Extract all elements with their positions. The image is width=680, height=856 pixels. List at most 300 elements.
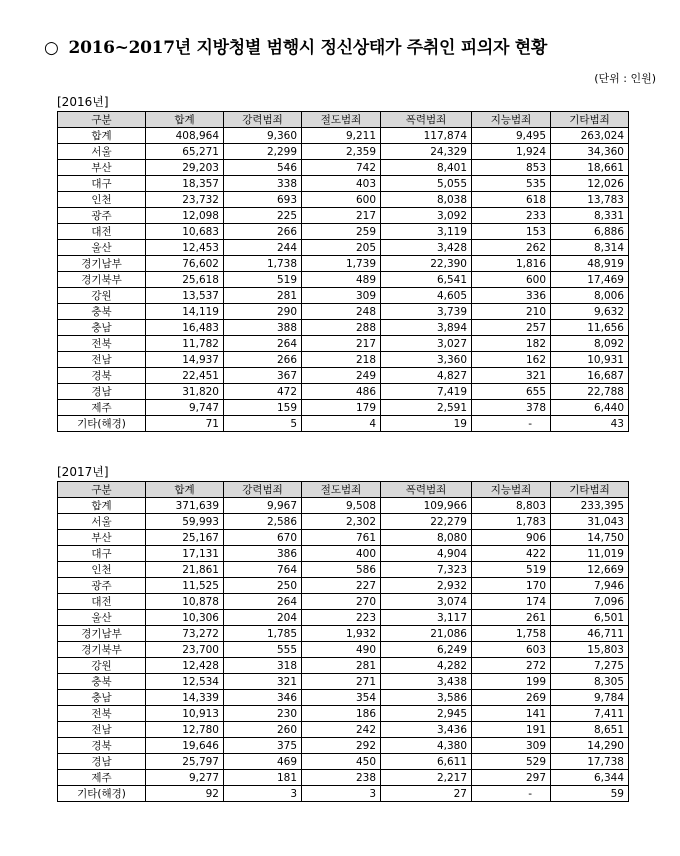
value-cell: 422 bbox=[472, 546, 551, 562]
value-cell: 12,453 bbox=[146, 240, 224, 256]
region-cell: 충북 bbox=[58, 304, 146, 320]
value-cell: 1,758 bbox=[472, 626, 551, 642]
value-cell: 472 bbox=[224, 384, 302, 400]
value-cell: 378 bbox=[472, 400, 551, 416]
table-row bbox=[58, 674, 629, 690]
value-cell: 8,092 bbox=[551, 336, 629, 352]
value-cell: 8,038 bbox=[381, 192, 472, 208]
value-cell: 3,428 bbox=[381, 240, 472, 256]
value-cell: 1,783 bbox=[472, 514, 551, 530]
value-cell: 6,886 bbox=[551, 224, 629, 240]
value-cell: 248 bbox=[302, 304, 381, 320]
column-header: 지능범죄 bbox=[472, 112, 551, 128]
table-row bbox=[58, 562, 629, 578]
value-cell: 281 bbox=[302, 658, 381, 674]
value-cell: 233 bbox=[472, 208, 551, 224]
value-cell: 217 bbox=[302, 208, 381, 224]
region-cell: 인천 bbox=[58, 192, 146, 208]
value-cell: 6,249 bbox=[381, 642, 472, 658]
value-cell: 181 bbox=[224, 770, 302, 786]
value-cell: 7,096 bbox=[551, 594, 629, 610]
value-cell: 266 bbox=[224, 224, 302, 240]
value-cell: 191 bbox=[472, 722, 551, 738]
value-cell: 4,282 bbox=[381, 658, 472, 674]
value-cell: 10,306 bbox=[146, 610, 224, 626]
value-cell: 223 bbox=[302, 610, 381, 626]
value-cell: 153 bbox=[472, 224, 551, 240]
value-cell: 297 bbox=[472, 770, 551, 786]
table-row bbox=[58, 706, 629, 722]
value-cell: 218 bbox=[302, 352, 381, 368]
table-row bbox=[58, 754, 629, 770]
value-cell: 346 bbox=[224, 690, 302, 706]
value-cell: 16,483 bbox=[146, 320, 224, 336]
value-cell: 670 bbox=[224, 530, 302, 546]
value-cell: 2,217 bbox=[381, 770, 472, 786]
column-header: 합계 bbox=[146, 482, 224, 498]
value-cell: 13,783 bbox=[551, 192, 629, 208]
value-cell: 76,602 bbox=[146, 256, 224, 272]
table-row bbox=[58, 336, 629, 352]
value-cell: 8,331 bbox=[551, 208, 629, 224]
value-cell: 233,395 bbox=[551, 498, 629, 514]
region-cell: 기타(해경) bbox=[58, 416, 146, 432]
table-2016 bbox=[57, 111, 629, 432]
value-cell: 535 bbox=[472, 176, 551, 192]
value-cell: 490 bbox=[302, 642, 381, 658]
value-cell: 271 bbox=[302, 674, 381, 690]
table-row bbox=[58, 208, 629, 224]
page-title bbox=[44, 33, 547, 58]
value-cell: 269 bbox=[472, 690, 551, 706]
value-cell: 109,966 bbox=[381, 498, 472, 514]
value-cell: 250 bbox=[224, 578, 302, 594]
value-cell: 400 bbox=[302, 546, 381, 562]
value-cell: 10,913 bbox=[146, 706, 224, 722]
region-cell: 대전 bbox=[58, 224, 146, 240]
value-cell: 555 bbox=[224, 642, 302, 658]
value-cell: 24,329 bbox=[381, 144, 472, 160]
value-cell: 25,167 bbox=[146, 530, 224, 546]
value-cell: 179 bbox=[302, 400, 381, 416]
value-cell: 31,820 bbox=[146, 384, 224, 400]
region-cell: 전북 bbox=[58, 706, 146, 722]
value-cell: 17,738 bbox=[551, 754, 629, 770]
region-cell: 경남 bbox=[58, 384, 146, 400]
value-cell: 48,919 bbox=[551, 256, 629, 272]
region-cell: 서울 bbox=[58, 514, 146, 530]
value-cell: 257 bbox=[472, 320, 551, 336]
value-cell: 7,419 bbox=[381, 384, 472, 400]
section-label-2016: [2016년] bbox=[57, 95, 109, 109]
region-cell: 경북 bbox=[58, 738, 146, 754]
region-cell: 경기북부 bbox=[58, 272, 146, 288]
value-cell: 742 bbox=[302, 160, 381, 176]
value-cell: 12,428 bbox=[146, 658, 224, 674]
region-cell: 합계 bbox=[58, 128, 146, 144]
table-row bbox=[58, 610, 629, 626]
region-cell: 경북 bbox=[58, 368, 146, 384]
value-cell: 2,586 bbox=[224, 514, 302, 530]
value-cell: 18,661 bbox=[551, 160, 629, 176]
table-row bbox=[58, 128, 629, 144]
value-cell: 3,894 bbox=[381, 320, 472, 336]
value-cell: 242 bbox=[302, 722, 381, 738]
value-cell: 5 bbox=[224, 416, 302, 432]
value-cell: 21,086 bbox=[381, 626, 472, 642]
value-cell: 259 bbox=[302, 224, 381, 240]
value-cell: 4,380 bbox=[381, 738, 472, 754]
value-cell: 210 bbox=[472, 304, 551, 320]
value-cell: 906 bbox=[472, 530, 551, 546]
value-cell: 3,119 bbox=[381, 224, 472, 240]
region-cell: 울산 bbox=[58, 610, 146, 626]
value-cell: 25,618 bbox=[146, 272, 224, 288]
value-cell: 8,080 bbox=[381, 530, 472, 546]
value-cell: 338 bbox=[224, 176, 302, 192]
region-cell: 대전 bbox=[58, 594, 146, 610]
table-row bbox=[58, 176, 629, 192]
value-cell: 281 bbox=[224, 288, 302, 304]
table-2017 bbox=[57, 481, 629, 802]
table-header-row bbox=[58, 482, 629, 498]
value-cell: 141 bbox=[472, 706, 551, 722]
value-cell: 600 bbox=[472, 272, 551, 288]
value-cell: 354 bbox=[302, 690, 381, 706]
value-cell: 2,359 bbox=[302, 144, 381, 160]
value-cell: 9,747 bbox=[146, 400, 224, 416]
value-cell: 486 bbox=[302, 384, 381, 400]
value-cell: 403 bbox=[302, 176, 381, 192]
column-header: 폭력범죄 bbox=[381, 482, 472, 498]
value-cell: 853 bbox=[472, 160, 551, 176]
value-cell: 21,861 bbox=[146, 562, 224, 578]
value-cell: 162 bbox=[472, 352, 551, 368]
value-cell: 292 bbox=[302, 738, 381, 754]
value-cell: 764 bbox=[224, 562, 302, 578]
table-row bbox=[58, 786, 629, 802]
value-cell: 9,277 bbox=[146, 770, 224, 786]
region-cell: 부산 bbox=[58, 530, 146, 546]
value-cell: 263,024 bbox=[551, 128, 629, 144]
value-cell: 2,302 bbox=[302, 514, 381, 530]
region-cell: 전북 bbox=[58, 336, 146, 352]
value-cell: 170 bbox=[472, 578, 551, 594]
column-header: 기타범죄 bbox=[551, 482, 629, 498]
value-cell: 546 bbox=[224, 160, 302, 176]
value-cell: 3,117 bbox=[381, 610, 472, 626]
value-cell: 3,074 bbox=[381, 594, 472, 610]
value-cell: 1,932 bbox=[302, 626, 381, 642]
region-cell: 서울 bbox=[58, 144, 146, 160]
region-cell: 강원 bbox=[58, 658, 146, 674]
value-cell: 27 bbox=[381, 786, 472, 802]
value-cell: - bbox=[472, 416, 551, 432]
value-cell: 14,119 bbox=[146, 304, 224, 320]
region-cell: 대구 bbox=[58, 546, 146, 562]
unit-note: (단위 : 인원) bbox=[594, 72, 656, 85]
value-cell: 8,803 bbox=[472, 498, 551, 514]
table-row bbox=[58, 272, 629, 288]
value-cell: 264 bbox=[224, 594, 302, 610]
column-header: 절도범죄 bbox=[302, 482, 381, 498]
value-cell: 309 bbox=[302, 288, 381, 304]
table-row bbox=[58, 256, 629, 272]
value-cell: 18,357 bbox=[146, 176, 224, 192]
value-cell: 7,411 bbox=[551, 706, 629, 722]
value-cell: 9,360 bbox=[224, 128, 302, 144]
table-row bbox=[58, 416, 629, 432]
region-cell: 제주 bbox=[58, 400, 146, 416]
value-cell: 159 bbox=[224, 400, 302, 416]
value-cell: 205 bbox=[302, 240, 381, 256]
value-cell: 3,092 bbox=[381, 208, 472, 224]
value-cell: 270 bbox=[302, 594, 381, 610]
value-cell: 2,299 bbox=[224, 144, 302, 160]
value-cell: 603 bbox=[472, 642, 551, 658]
table-row bbox=[58, 240, 629, 256]
value-cell: 238 bbox=[302, 770, 381, 786]
value-cell: 17,131 bbox=[146, 546, 224, 562]
value-cell: 8,314 bbox=[551, 240, 629, 256]
table-row bbox=[58, 722, 629, 738]
section-label-2017: [2017년] bbox=[57, 465, 109, 479]
value-cell: 19 bbox=[381, 416, 472, 432]
table-row bbox=[58, 626, 629, 642]
value-cell: 73,272 bbox=[146, 626, 224, 642]
value-cell: 174 bbox=[472, 594, 551, 610]
value-cell: 288 bbox=[302, 320, 381, 336]
value-cell: 16,687 bbox=[551, 368, 629, 384]
value-cell: 25,797 bbox=[146, 754, 224, 770]
value-cell: 10,931 bbox=[551, 352, 629, 368]
table-row bbox=[58, 384, 629, 400]
value-cell: 3 bbox=[302, 786, 381, 802]
value-cell: 388 bbox=[224, 320, 302, 336]
table-row bbox=[58, 288, 629, 304]
table-row bbox=[58, 352, 629, 368]
value-cell: 386 bbox=[224, 546, 302, 562]
value-cell: 29,203 bbox=[146, 160, 224, 176]
value-cell: 12,098 bbox=[146, 208, 224, 224]
value-cell: 4 bbox=[302, 416, 381, 432]
value-cell: 260 bbox=[224, 722, 302, 738]
value-cell: 31,043 bbox=[551, 514, 629, 530]
region-cell: 강원 bbox=[58, 288, 146, 304]
value-cell: 3,586 bbox=[381, 690, 472, 706]
value-cell: 14,750 bbox=[551, 530, 629, 546]
region-cell: 기타(해경) bbox=[58, 786, 146, 802]
table-row bbox=[58, 770, 629, 786]
value-cell: 261 bbox=[472, 610, 551, 626]
value-cell: 9,508 bbox=[302, 498, 381, 514]
value-cell: 8,401 bbox=[381, 160, 472, 176]
table-row bbox=[58, 160, 629, 176]
value-cell: 4,605 bbox=[381, 288, 472, 304]
value-cell: 14,290 bbox=[551, 738, 629, 754]
value-cell: 9,211 bbox=[302, 128, 381, 144]
value-cell: 10,878 bbox=[146, 594, 224, 610]
value-cell: 693 bbox=[224, 192, 302, 208]
column-header: 강력범죄 bbox=[224, 112, 302, 128]
region-cell: 대구 bbox=[58, 176, 146, 192]
value-cell: 182 bbox=[472, 336, 551, 352]
value-cell: 600 bbox=[302, 192, 381, 208]
value-cell: 264 bbox=[224, 336, 302, 352]
value-cell: 367 bbox=[224, 368, 302, 384]
value-cell: 6,611 bbox=[381, 754, 472, 770]
value-cell: 1,785 bbox=[224, 626, 302, 642]
table-row bbox=[58, 594, 629, 610]
table-row bbox=[58, 578, 629, 594]
value-cell: 262 bbox=[472, 240, 551, 256]
value-cell: 375 bbox=[224, 738, 302, 754]
region-cell: 경남 bbox=[58, 754, 146, 770]
table-row bbox=[58, 514, 629, 530]
value-cell: - bbox=[472, 786, 551, 802]
value-cell: 217 bbox=[302, 336, 381, 352]
value-cell: 92 bbox=[146, 786, 224, 802]
value-cell: 34,360 bbox=[551, 144, 629, 160]
value-cell: 10,683 bbox=[146, 224, 224, 240]
region-cell: 합계 bbox=[58, 498, 146, 514]
value-cell: 3,436 bbox=[381, 722, 472, 738]
table-header-row bbox=[58, 112, 629, 128]
region-cell: 전남 bbox=[58, 352, 146, 368]
value-cell: 7,323 bbox=[381, 562, 472, 578]
value-cell: 3,360 bbox=[381, 352, 472, 368]
region-cell: 광주 bbox=[58, 578, 146, 594]
table-row bbox=[58, 224, 629, 240]
value-cell: 17,469 bbox=[551, 272, 629, 288]
region-cell: 울산 bbox=[58, 240, 146, 256]
value-cell: 227 bbox=[302, 578, 381, 594]
region-cell: 전남 bbox=[58, 722, 146, 738]
value-cell: 266 bbox=[224, 352, 302, 368]
value-cell: 9,632 bbox=[551, 304, 629, 320]
region-cell: 충남 bbox=[58, 320, 146, 336]
value-cell: 7,275 bbox=[551, 658, 629, 674]
value-cell: 4,827 bbox=[381, 368, 472, 384]
value-cell: 529 bbox=[472, 754, 551, 770]
value-cell: 14,339 bbox=[146, 690, 224, 706]
region-cell: 인천 bbox=[58, 562, 146, 578]
value-cell: 8,305 bbox=[551, 674, 629, 690]
value-cell: 11,019 bbox=[551, 546, 629, 562]
value-cell: 9,784 bbox=[551, 690, 629, 706]
region-cell: 충남 bbox=[58, 690, 146, 706]
value-cell: 7,946 bbox=[551, 578, 629, 594]
value-cell: 22,390 bbox=[381, 256, 472, 272]
table-row bbox=[58, 738, 629, 754]
value-cell: 761 bbox=[302, 530, 381, 546]
column-header: 지능범죄 bbox=[472, 482, 551, 498]
column-header: 기타범죄 bbox=[551, 112, 629, 128]
value-cell: 318 bbox=[224, 658, 302, 674]
table-row bbox=[58, 400, 629, 416]
value-cell: 6,440 bbox=[551, 400, 629, 416]
table-row bbox=[58, 192, 629, 208]
page-title-text: 2016~2017년 지방청별 범행시 정신상태가 주취인 피의자 현황 bbox=[68, 38, 547, 58]
region-cell: 경기남부 bbox=[58, 256, 146, 272]
value-cell: 3 bbox=[224, 786, 302, 802]
region-cell: 광주 bbox=[58, 208, 146, 224]
value-cell: 12,026 bbox=[551, 176, 629, 192]
value-cell: 321 bbox=[472, 368, 551, 384]
table-row bbox=[58, 546, 629, 562]
value-cell: 65,271 bbox=[146, 144, 224, 160]
value-cell: 655 bbox=[472, 384, 551, 400]
value-cell: 11,782 bbox=[146, 336, 224, 352]
value-cell: 489 bbox=[302, 272, 381, 288]
value-cell: 225 bbox=[224, 208, 302, 224]
value-cell: 6,541 bbox=[381, 272, 472, 288]
value-cell: 8,006 bbox=[551, 288, 629, 304]
column-header: 폭력범죄 bbox=[381, 112, 472, 128]
circle-bullet-icon: ○ bbox=[44, 38, 59, 58]
value-cell: 2,945 bbox=[381, 706, 472, 722]
region-cell: 부산 bbox=[58, 160, 146, 176]
table-row bbox=[58, 658, 629, 674]
value-cell: 290 bbox=[224, 304, 302, 320]
table-row bbox=[58, 304, 629, 320]
region-cell: 충북 bbox=[58, 674, 146, 690]
value-cell: 3,438 bbox=[381, 674, 472, 690]
value-cell: 22,451 bbox=[146, 368, 224, 384]
value-cell: 186 bbox=[302, 706, 381, 722]
table-row bbox=[58, 320, 629, 336]
table-row bbox=[58, 144, 629, 160]
value-cell: 272 bbox=[472, 658, 551, 674]
value-cell: 23,700 bbox=[146, 642, 224, 658]
value-cell: 15,803 bbox=[551, 642, 629, 658]
value-cell: 336 bbox=[472, 288, 551, 304]
table-row bbox=[58, 368, 629, 384]
region-cell: 경기남부 bbox=[58, 626, 146, 642]
value-cell: 1,738 bbox=[224, 256, 302, 272]
value-cell: 4,904 bbox=[381, 546, 472, 562]
value-cell: 8,651 bbox=[551, 722, 629, 738]
value-cell: 519 bbox=[472, 562, 551, 578]
column-header: 강력범죄 bbox=[224, 482, 302, 498]
value-cell: 6,501 bbox=[551, 610, 629, 626]
value-cell: 469 bbox=[224, 754, 302, 770]
value-cell: 23,732 bbox=[146, 192, 224, 208]
column-header: 합계 bbox=[146, 112, 224, 128]
value-cell: 3,739 bbox=[381, 304, 472, 320]
value-cell: 12,669 bbox=[551, 562, 629, 578]
value-cell: 11,525 bbox=[146, 578, 224, 594]
value-cell: 2,591 bbox=[381, 400, 472, 416]
value-cell: 9,495 bbox=[472, 128, 551, 144]
value-cell: 19,646 bbox=[146, 738, 224, 754]
value-cell: 117,874 bbox=[381, 128, 472, 144]
value-cell: 1,816 bbox=[472, 256, 551, 272]
value-cell: 14,937 bbox=[146, 352, 224, 368]
column-header: 구분 bbox=[58, 482, 146, 498]
value-cell: 244 bbox=[224, 240, 302, 256]
value-cell: 22,279 bbox=[381, 514, 472, 530]
value-cell: 2,932 bbox=[381, 578, 472, 594]
value-cell: 3,027 bbox=[381, 336, 472, 352]
value-cell: 321 bbox=[224, 674, 302, 690]
region-cell: 경기북부 bbox=[58, 642, 146, 658]
value-cell: 13,537 bbox=[146, 288, 224, 304]
value-cell: 43 bbox=[551, 416, 629, 432]
value-cell: 586 bbox=[302, 562, 381, 578]
value-cell: 6,344 bbox=[551, 770, 629, 786]
value-cell: 11,656 bbox=[551, 320, 629, 336]
